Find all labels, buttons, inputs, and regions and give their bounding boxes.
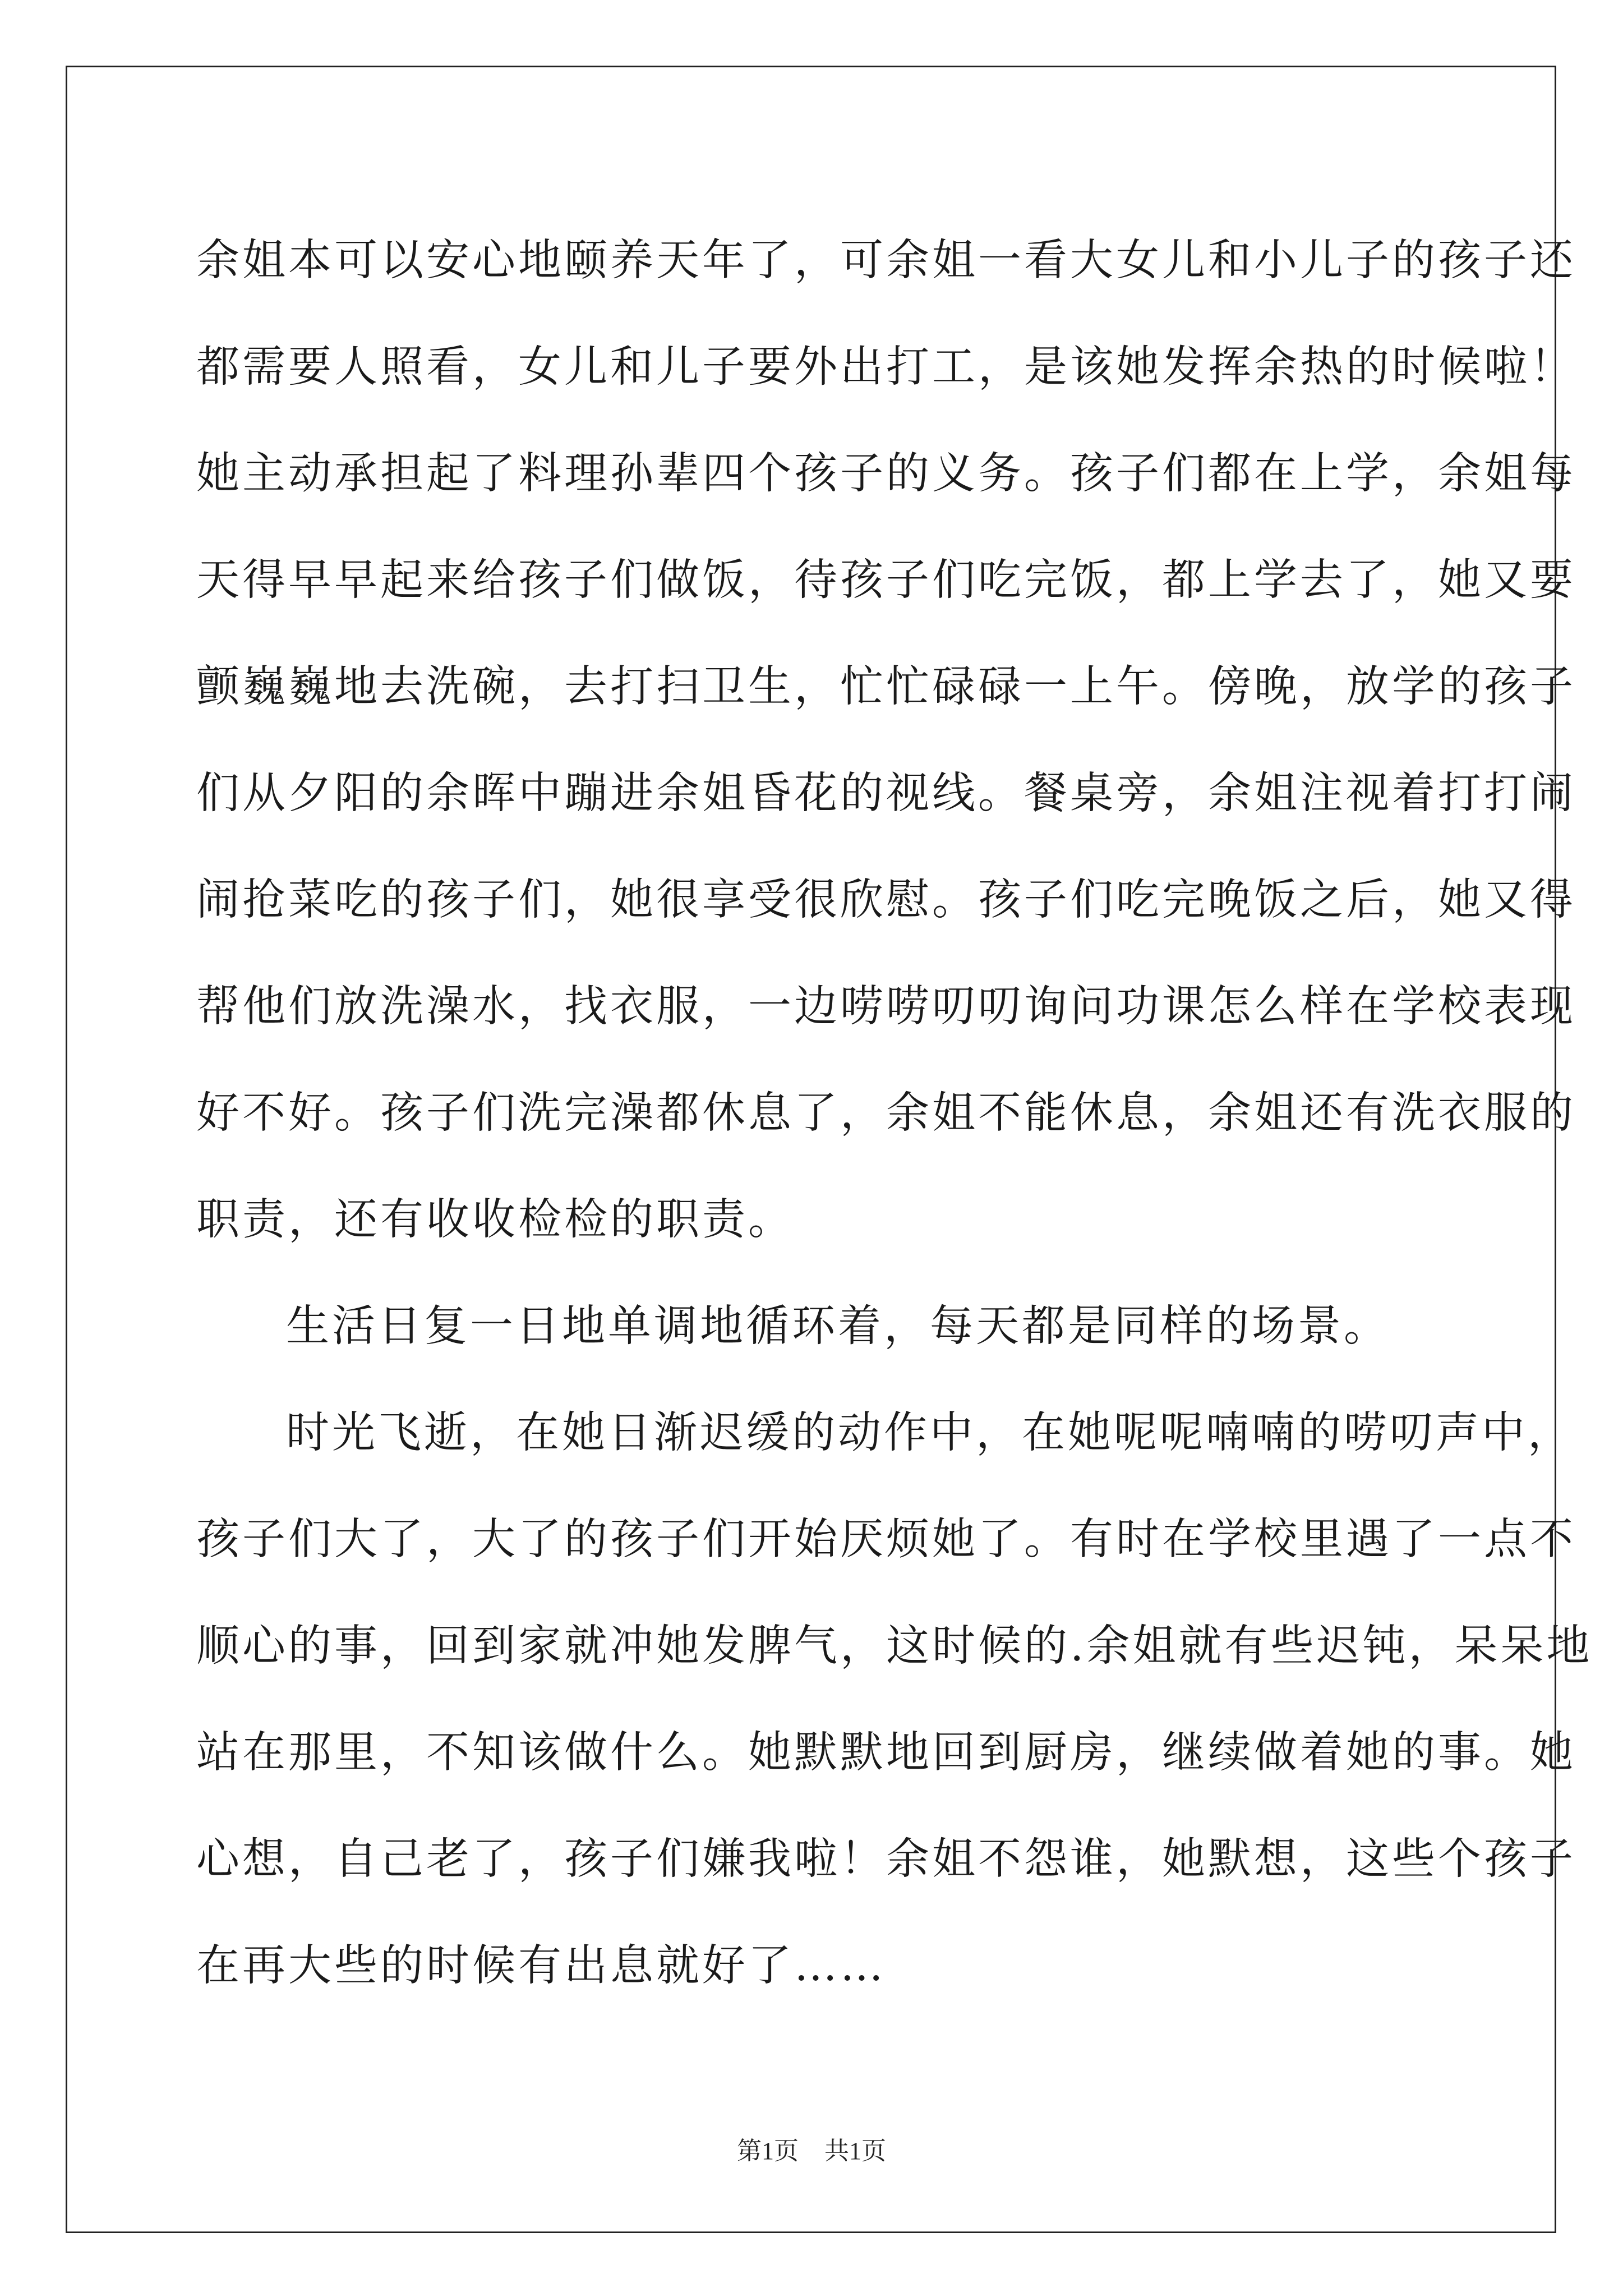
page-footer	[0, 2131, 1623, 2166]
text-line: 她主动承担起了料理孙辈四个孩子的义务。孩子们都在上学，余姐每	[196, 449, 1576, 499]
text-line: 顺心的事，回到家就冲她发脾气，这时候的.余姐就有些迟钝，呆呆地	[196, 1621, 1593, 1671]
text-line: 们从夕阳的余晖中蹦进余姐昏花的视线。餐桌旁，余姐注视着打打闹	[196, 769, 1576, 818]
text-line: 帮他们放洗澡水，找衣服，一边唠唠叨叨询问功课怎么样在学校表现	[196, 982, 1576, 1032]
page-total: 共1页	[824, 2137, 886, 2165]
page-number: 第1页	[737, 2137, 799, 2165]
text-line: 天得早早起来给孩子们做饭，待孩子们吃完饭，都上学去了，她又要	[196, 555, 1576, 605]
text-line: 职责，还有收收检检的职责。	[196, 1195, 794, 1245]
text-line: 好不好。孩子们洗完澡都休息了，余姐不能休息，余姐还有洗衣服的	[196, 1088, 1576, 1138]
text-line: 余姐本可以安心地颐养天年了，可余姐一看大女儿和小儿子的孩子还	[196, 236, 1576, 286]
text-line: 闹抢菜吃的孩子们，她很享受很欣慰。孩子们吃完晚饭之后，她又得	[196, 875, 1576, 925]
text-line: 站在那里，不知该做什么。她默默地回到厨房，继续做着她的事。她	[196, 1728, 1576, 1778]
text-line: 孩子们大了，大了的孩子们开始厌烦她了。有时在学校里遇了一点不	[196, 1515, 1576, 1565]
document-body	[196, 208, 1593, 2019]
text-line: 都需要人照看，女儿和儿子要外出打工，是该她发挥余热的时候啦！	[196, 342, 1576, 392]
text-line: 时光飞逝，在她日渐迟缓的动作中，在她呢呢喃喃的唠叨声中，	[286, 1408, 1574, 1458]
text-line: 生活日复一日地单调地循环着，每天都是同样的场景。	[286, 1301, 1390, 1351]
text-line: 在再大些的时候有出息就好了……	[196, 1941, 886, 1991]
text-line: 心想，自己老了，孩子们嫌我啦！余姐不怨谁，她默想，这些个孩子	[196, 1834, 1576, 1884]
text-line: 颤巍巍地去洗碗，去打扫卫生，忙忙碌碌一上午。傍晚，放学的孩子	[196, 662, 1576, 712]
